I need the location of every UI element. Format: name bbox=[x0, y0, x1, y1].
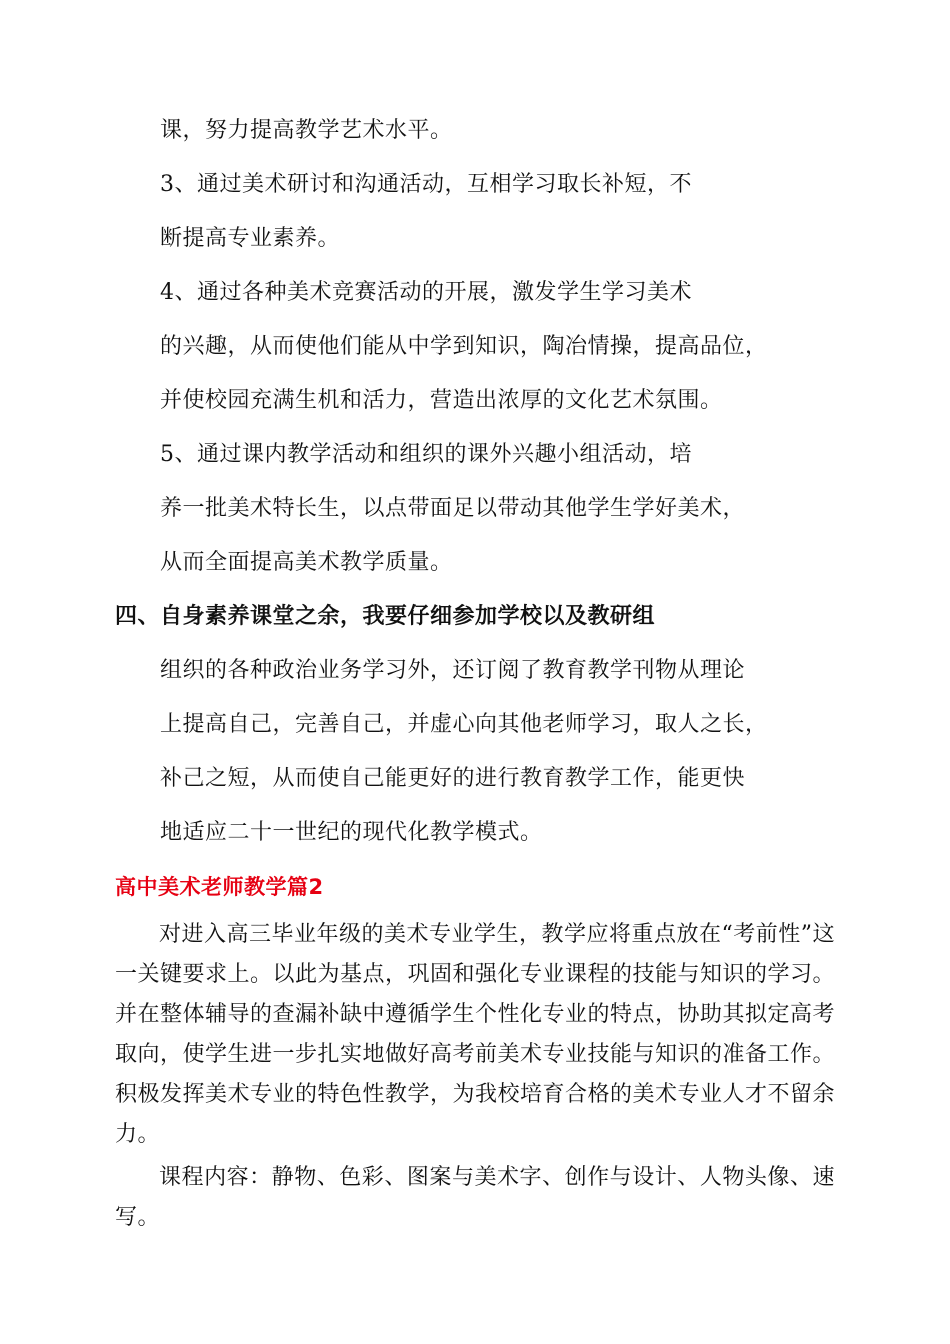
text-line: 课，努力提高教学艺术水平。 bbox=[160, 118, 453, 143]
section-heading: 四、自身素养课堂之余，我要仔细参加学校以及教研组 bbox=[115, 604, 656, 629]
text-line: 3、通过美术研讨和沟通活动，互相学习取长补短，不 bbox=[160, 172, 692, 197]
text-line: 地适应二十一世纪的现代化教学模式。 bbox=[160, 820, 543, 845]
text-line: 上提高自己，完善自己，并虚心向其他老师学习，取人之长， bbox=[160, 712, 768, 737]
article-paragraph: 对进入高三毕业年级的美术专业学生，教学应将重点放在“考前性”这一关键要求上。以此为基点，巩固和强化专业课程的技能与知识的学习。并在整体辅导的查漏补缺中遵循学生个性化专业的特点，协助其拟定高考取向，使学生进一步扎实地做好高考前美术专业技能与知识的准备工作。积极发挥美术专业的特色性教学，为我校培育合格的美术专业人才不留余力。 bbox=[115, 922, 836, 1147]
text-line: 断提高专业素养。 bbox=[160, 226, 341, 251]
text-line: 从而全面提高美术教学质量。 bbox=[160, 550, 453, 575]
text-line: 4、通过各种美术竞赛活动的开展，激发学生学习美术 bbox=[160, 280, 692, 305]
text-line: 补己之短，从而使自己能更好的进行教育教学工作，能更快 bbox=[160, 766, 746, 791]
text-line: 养一批美术特长生，以点带面足以带动其他学生学好美术， bbox=[160, 496, 746, 521]
article-paragraph: 课程内容：静物、色彩、图案与美术字、创作与设计、人物头像、速写。 bbox=[115, 1165, 835, 1230]
text-line: 并使校园充满生机和活力，营造出浓厚的文化艺术氛围。 bbox=[160, 388, 723, 413]
article-title: 高中美术老师教学篇2 bbox=[115, 875, 324, 899]
text-line: 组织的各种政治业务学习外，还订阅了教育教学刊物从理论 bbox=[160, 658, 746, 683]
text-line: 5、通过课内教学活动和组织的课外兴趣小组活动，培 bbox=[160, 442, 692, 467]
text-line: 的兴趣，从而使他们能从中学到知识，陶冶情操，提高品位， bbox=[160, 334, 768, 359]
